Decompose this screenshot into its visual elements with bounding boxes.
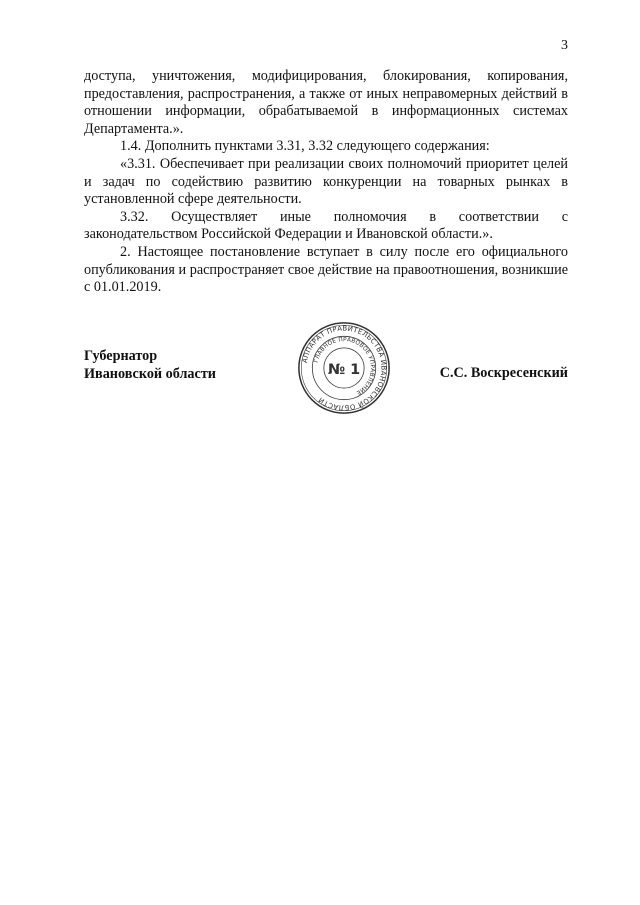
paragraph-item-1-4: 1.4. Дополнить пунктами 3.31, 3.32 следующего содержания: (120, 138, 490, 155)
seal-center-number: № 1 (327, 361, 361, 378)
page-number: 3 (561, 38, 568, 53)
document-body (84, 68, 568, 297)
signer-title (84, 348, 216, 383)
signer-name: С.С. Воскресенский (439, 365, 568, 381)
signature-block (84, 320, 568, 420)
seal-inner-text: ГЛАВНОЕ ПРАВОВОЕ УПРАВЛЕНИЕ (313, 337, 375, 396)
paragraph-item-3-31: «3.31. Обеспечивает при реализации своих полномочий приоритет целей и задач по содействию развитию конкуренции на товарных рынках в установленной сфере деятельности. (84, 155, 568, 208)
paragraph-continuation: доступа, уничтожения, модифицирования, блокирования, копирования, предоставления, распространения, а также от иных неправомерных действий в отношении информации, обрабатываемой в информационных системах Департамента.». (84, 68, 568, 137)
paragraph-item-3-32: 3.32. Осуществляет иные полномочия в соответствии с законодательством Российской Федерации и Ивановской области.». (84, 208, 568, 243)
signer-title-line-2: Ивановской области (84, 365, 216, 382)
official-seal-stamp (296, 320, 392, 416)
seal-ring-text: АППАРАТ ПРАВИТЕЛЬСТВА ИВАНОВСКОЙ ОБЛАСТИ (300, 324, 388, 412)
seal-graphic (296, 320, 392, 416)
paragraph-item-2: 2. Настоящее постановление вступает в силу после его официального опубликования и распространяет свое действие на правоотношения, возникшие с 01.01.2019. (84, 243, 568, 296)
signer-title-line-1: Губернатор (84, 348, 158, 364)
